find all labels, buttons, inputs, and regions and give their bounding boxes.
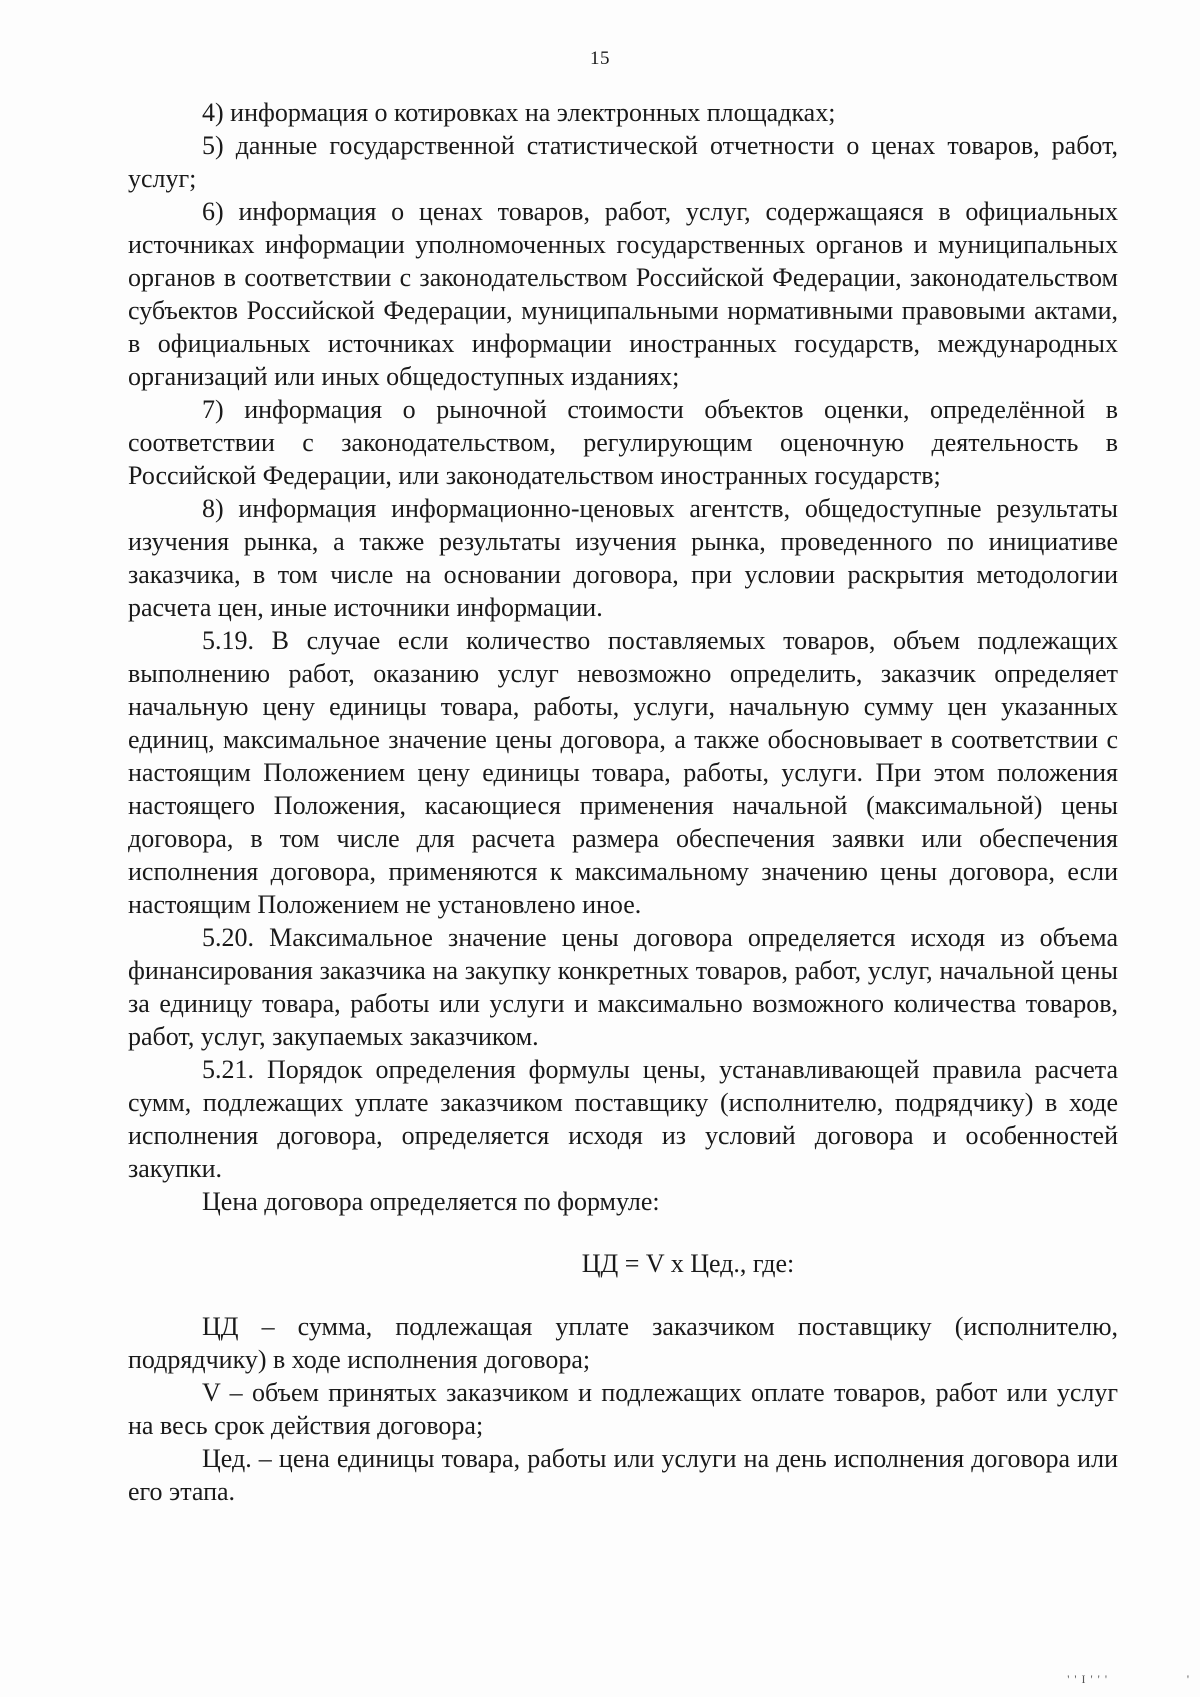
scan-artifact-edge: ' xyxy=(1186,1672,1190,1686)
formula-intro: Цена договора определяется по формуле: xyxy=(202,1187,660,1216)
paragraph-item-4: 4) информация о котировках на электронных площадках; xyxy=(202,98,836,127)
paragraph-item-5: 5) данные государственной статистической отчетности о ценах товаров, работ, услуг; xyxy=(128,131,1118,193)
paragraph-item-8: 8) информация информационно-ценовых агентств, общедоступные результаты изучения рынка, а также результаты изучения рынка, проведенного по инициативе заказчика, в том числе на основании договора, при условии раскрытия методологии расчета цен, иные источники информации. xyxy=(128,494,1118,622)
definition-cd: ЦД – сумма, подлежащая уплате заказчиком поставщику (исполнителю, подрядчику) в ходе исполнения договора; xyxy=(128,1312,1118,1374)
paragraph-5-19: 5.19. В случае если количество поставляемых товаров, объем подлежащих выполнению работ, оказанию услуг невозможно определить, заказчик определяет начальную цену единицы товара, работы, услуги, начальную сумму цен указанных единиц, максимальное значение цены договора, а также обосновывает в соответствии с настоящим Положением цену единицы товара, работы, услуги. При этом положения настоящего Положения, касающиеся применения начальной (максимальной) цены договора, в том числе для расчета размера обеспечения заявки или обеспечения исполнения договора, применяются к максимальному значению цены договора, если настоящим Положением не установлено иное. xyxy=(128,626,1118,919)
paragraph-item-6: 6) информация о ценах товаров, работ, услуг, содержащаяся в официальных источниках информации уполномоченных государственных органов и муниципальных органов в соответствии с законодательством Российской Федерации, законодательством субъектов Российской Федерации, муниципальными нормативными правовыми актами, в официальных источниках информации иностранных государств, международных организаций или иных общедоступных изданиях; xyxy=(128,197,1118,391)
page-number: 15 xyxy=(590,48,610,69)
price-formula: ЦД = V x Цед., где: xyxy=(581,1249,795,1278)
paragraph-5-20: 5.20. Максимальное значение цены договора определяется исходя из объема финансирования заказчика на закупку конкретных товаров, работ, услуг, начальной цены за единицу товара, работы или услуги и максимально возможного количества товаров, работ, услуг, закупаемых заказчиком. xyxy=(128,923,1118,1051)
definition-v: V – объем принятых заказчиком и подлежащих оплате товаров, работ или услуг на весь срок действия договора; xyxy=(128,1378,1118,1440)
definition-ced: Цед. – цена единицы товара, работы или услуги на день исполнения договора или его этапа. xyxy=(128,1444,1118,1506)
paragraph-5-21: 5.21. Порядок определения формулы цены, устанавливающей правила расчета сумм, подлежащих уплате заказчиком поставщику (исполнителю, подрядчику) в ходе исполнения договора, определяется исходя из условий договора и особенностей закупки. xyxy=(128,1055,1118,1183)
document-body xyxy=(128,96,1118,1508)
scan-artifact-mark: ' ' I ' ' ' xyxy=(1067,1672,1108,1686)
paragraph-item-7: 7) информация о рыночной стоимости объектов оценки, определённой в соответствии с законодательством, регулирующим оценочную деятельность в Российской Федерации, или законодательством иностранных государств; xyxy=(128,395,1118,490)
